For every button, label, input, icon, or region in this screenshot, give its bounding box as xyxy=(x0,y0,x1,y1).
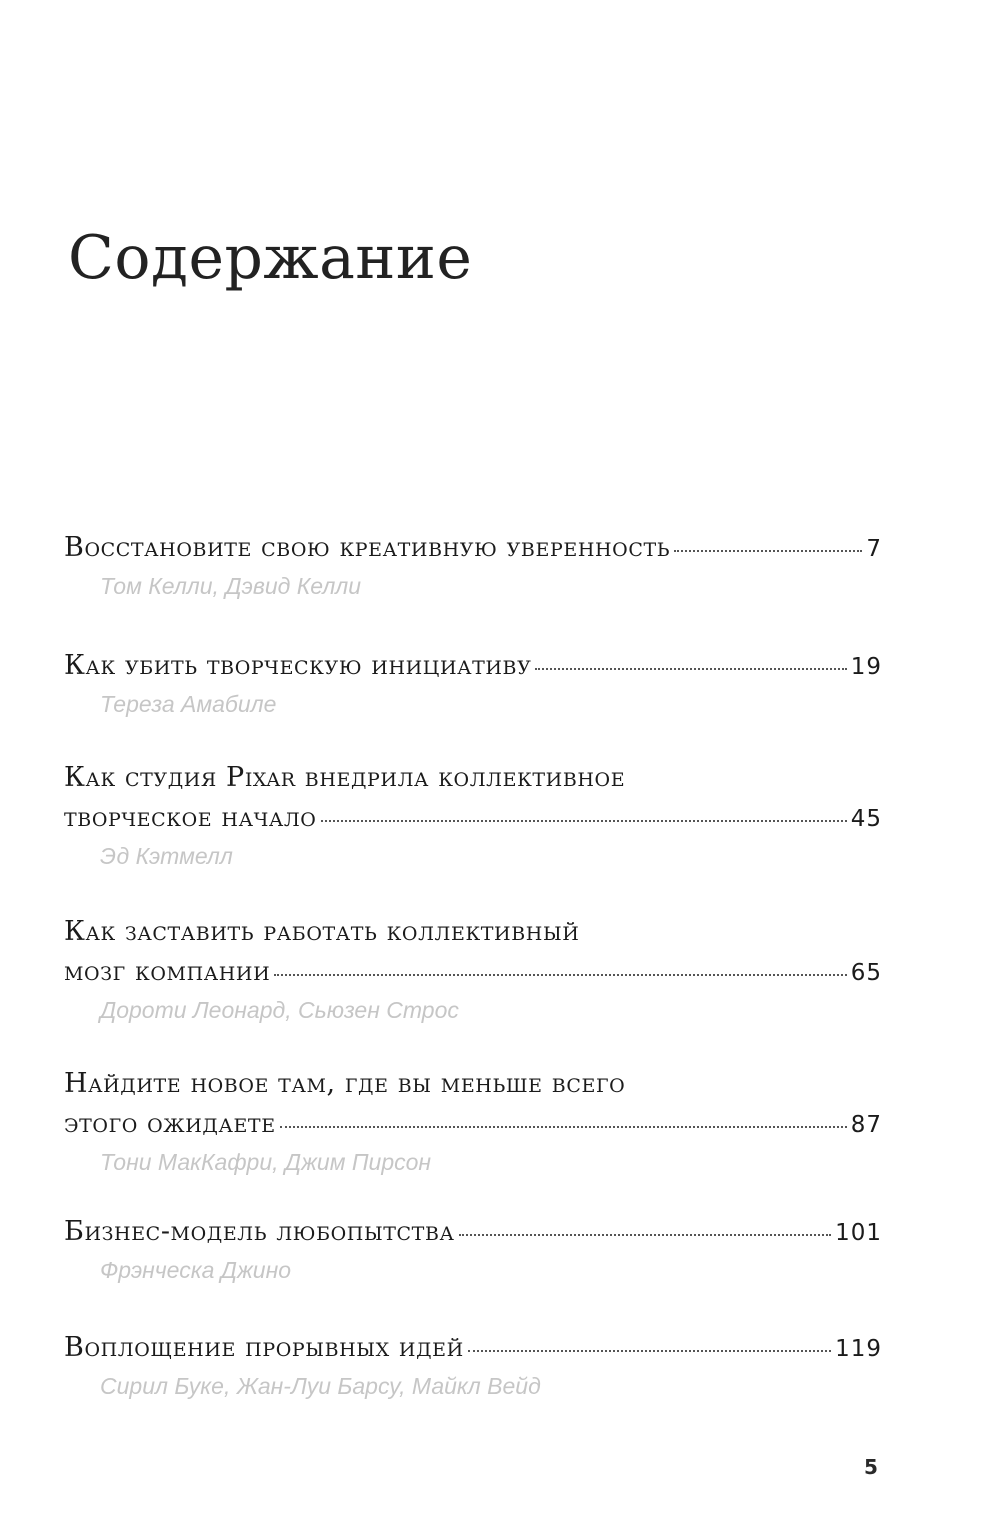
page-number: 5 xyxy=(864,1455,878,1479)
toc-entry-title: Восстановите свою креативную уверенность xyxy=(64,532,671,563)
toc-entry[interactable] xyxy=(64,758,882,871)
toc-entry-authors: Тереза Амабиле xyxy=(100,691,277,717)
toc-entry-title-first-line: Как студия Pixar внедрила коллективное xyxy=(64,762,626,793)
dot-leader xyxy=(280,1124,847,1128)
toc-entry-page: 101 xyxy=(835,1220,882,1246)
toc-entry-page: 119 xyxy=(835,1336,882,1362)
dot-leader xyxy=(674,548,862,552)
toc-entry-title-last-line: мозг компании xyxy=(64,956,271,987)
toc-entry[interactable] xyxy=(64,528,882,601)
toc-entry[interactable] xyxy=(64,646,882,719)
dot-leader xyxy=(274,972,846,976)
toc-entry-title: Как убить творческую инициативу xyxy=(64,650,532,681)
toc-entry-page: 87 xyxy=(850,1112,882,1138)
toc-entry-page: 19 xyxy=(850,654,882,680)
toc-entry-page: 65 xyxy=(850,960,882,986)
dot-leader xyxy=(321,818,847,822)
toc-entry-authors: Эд Кэтмелл xyxy=(100,843,233,869)
toc-entry-authors: Том Келли, Дэвид Келли xyxy=(100,573,362,599)
toc-entry-title-first-line: Как заставить работать коллективный xyxy=(64,916,580,947)
toc-entry-authors: Дороти Леонард, Сьюзен Строс xyxy=(100,997,459,1023)
dot-leader xyxy=(535,666,846,670)
toc-entry-authors: Фрэнческа Джино xyxy=(100,1257,292,1283)
page-title: Содержание xyxy=(68,223,473,293)
toc-entry-title: Бизнес-модель любопытства xyxy=(64,1216,455,1247)
toc-entry[interactable] xyxy=(64,1328,882,1401)
toc-entry[interactable] xyxy=(64,1064,882,1177)
toc-entry-title-last-line: этого ожидаете xyxy=(64,1108,276,1139)
toc-entry-authors: Тони МакКафри, Джим Пирсон xyxy=(100,1149,432,1175)
toc-entry[interactable] xyxy=(64,912,882,1025)
toc-entry-page: 7 xyxy=(866,536,882,562)
toc-entry-title-last-line: творческое начало xyxy=(64,802,317,833)
toc-entry[interactable] xyxy=(64,1212,882,1285)
toc-entry-title: Воплощение прорывных идей xyxy=(64,1332,464,1363)
toc-entry-title-first-line: Найдите новое там, где вы меньше всего xyxy=(64,1068,626,1099)
dot-leader xyxy=(459,1232,832,1236)
dot-leader xyxy=(468,1348,831,1352)
toc-entry-authors: Сирил Буке, Жан-Луи Барсу, Майкл Вейд xyxy=(100,1373,541,1399)
toc-entry-page: 45 xyxy=(850,806,882,832)
